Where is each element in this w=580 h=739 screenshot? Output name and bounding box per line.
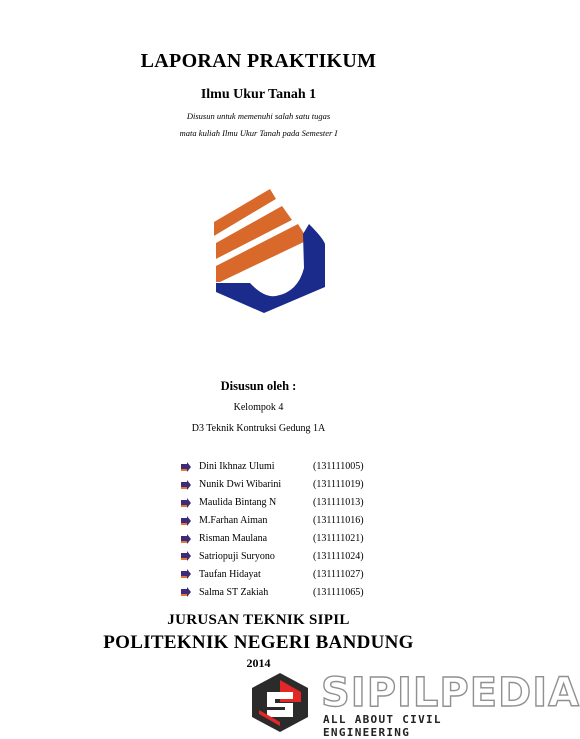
course-subject: Ilmu Ukur Tanah 1 [200, 87, 317, 102]
bullet-icon [181, 568, 199, 580]
group-label: Kelompok 4 [233, 402, 284, 413]
list-item [181, 476, 364, 494]
bullet-icon [181, 586, 199, 598]
sipilpedia-logo-icon [251, 672, 309, 733]
member-nim: (131111016) [313, 515, 364, 527]
member-nim: (131111019) [313, 479, 364, 491]
list-item [181, 458, 364, 476]
study-program: D3 Teknik Kontruksi Gedung 1A [191, 423, 326, 434]
member-nim: (131111021) [313, 533, 364, 544]
member-nim: (131111027) [313, 568, 364, 580]
report-year: 2014 [246, 656, 271, 670]
member-name: M.Farhan Aiman [199, 515, 268, 527]
bullet-icon [181, 479, 199, 491]
list-item [181, 530, 364, 548]
member-nim: (131111013) [313, 497, 364, 509]
list-item [181, 583, 364, 601]
list-item [181, 565, 364, 583]
list-item [181, 512, 364, 530]
member-name: Salma ST Zakiah [199, 586, 269, 598]
bullet-icon [181, 461, 199, 473]
report-title: LAPORAN PRAKTIKUM [140, 50, 377, 72]
list-item [181, 547, 364, 565]
member-nim: (131111005) [313, 461, 364, 473]
member-list [181, 458, 364, 601]
watermark-tagline: ALL ABOUT CIVIL ENGINEERING [323, 713, 442, 739]
member-name: Nunik Dwi Wibarini [199, 479, 282, 491]
member-name: Maulida Bintang N [199, 497, 277, 509]
institution-name: POLITEKNIK NEGERI BANDUNG [103, 632, 414, 653]
purpose-line-1: Disusun untuk memenuhi salah satu tugas [186, 111, 331, 121]
member-nim: (131111065) [313, 586, 364, 598]
institution-emblem-icon [210, 186, 328, 314]
member-nim: (131111024) [313, 550, 364, 562]
bullet-icon [181, 533, 199, 545]
bullet-icon [181, 497, 199, 509]
purpose-line-2: mata kuliah Ilmu Ukur Tanah pada Semester I [179, 128, 338, 138]
sipilpedia-watermark [243, 670, 580, 739]
bullet-icon [181, 550, 199, 562]
watermark-name: SIPILPEDIA [321, 670, 580, 716]
member-name: Taufan Hidayat [199, 568, 261, 580]
member-name: Risman Maulana [199, 533, 268, 544]
author-heading: Disusun oleh : [220, 379, 297, 393]
department-name: JURUSAN TEKNIK SIPIL [167, 612, 350, 628]
bullet-icon [181, 515, 199, 527]
list-item [181, 494, 364, 512]
member-name: Dini Ikhnaz Ulumi [199, 461, 275, 473]
member-name: Satriopuji Suryono [199, 550, 275, 562]
